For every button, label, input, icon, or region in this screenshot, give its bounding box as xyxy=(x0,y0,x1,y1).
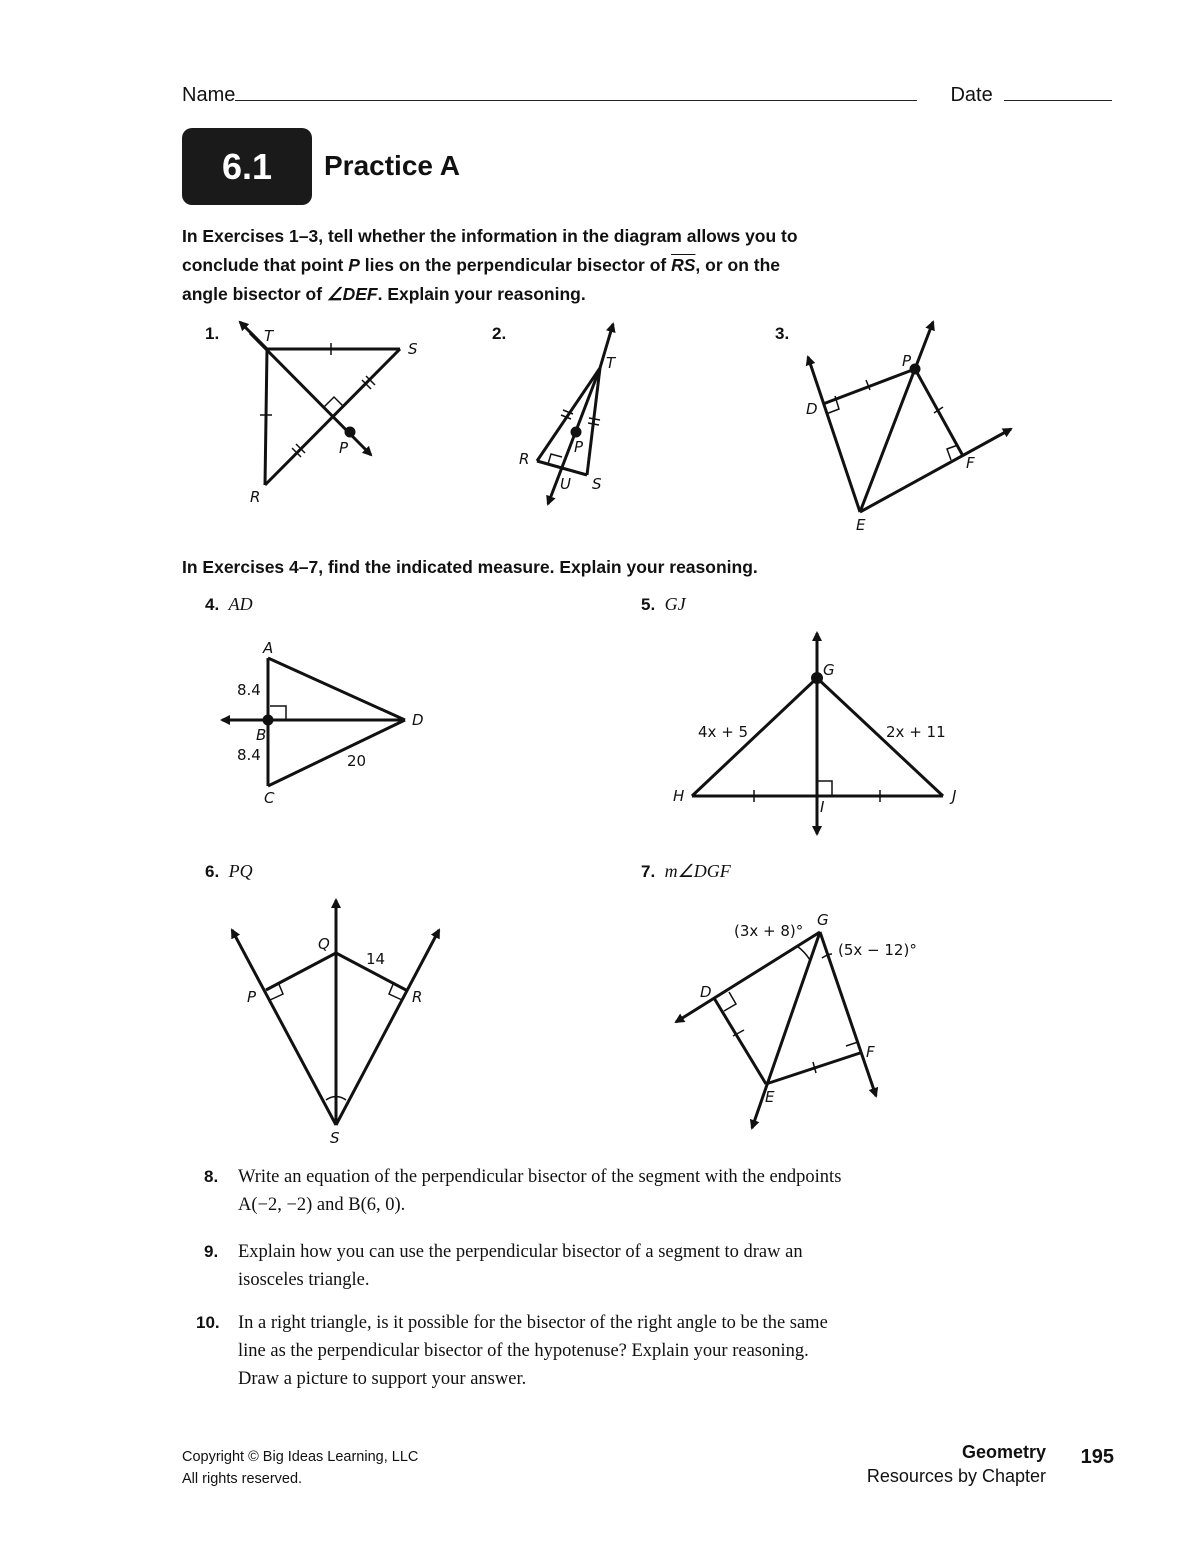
question-9-line-1: Explain how you can use the perpendicular bisector of a segment to draw an xyxy=(238,1242,803,1262)
exercise-6-measure: PQ xyxy=(228,861,253,881)
label-4-D: D xyxy=(412,711,424,729)
question-10-line-3: Draw a picture to support your answer. xyxy=(238,1369,527,1389)
label-2-S: S xyxy=(592,475,602,493)
label-7-E: E xyxy=(765,1088,775,1106)
exercise-7-heading xyxy=(641,861,731,882)
instr-text: conclude that point xyxy=(182,255,349,275)
footer-resources: Resources by Chapter xyxy=(866,1466,1046,1486)
label-5-I: I xyxy=(820,798,825,816)
label-3-P: P xyxy=(902,352,912,370)
exercise-5-number: 5. xyxy=(641,595,656,614)
instr-text: angle bisector of xyxy=(182,284,327,304)
question-10-line-1: In a right triangle, is it possible for the bisector of the right angle to be the same xyxy=(238,1313,828,1333)
label-4-C: C xyxy=(264,789,275,807)
label-4-B: B xyxy=(256,726,267,744)
instr-text: lies on the perpendicular bisector of xyxy=(359,255,672,275)
diagram-2 xyxy=(537,324,613,504)
label-7-F: F xyxy=(866,1043,875,1061)
label-4-A: A xyxy=(263,639,274,657)
label-5-J: J xyxy=(952,787,957,805)
exercise-7-number: 7. xyxy=(641,862,656,881)
question-8 xyxy=(196,1163,976,1219)
angle-def: ∠DEF xyxy=(326,284,378,304)
diagram-3 xyxy=(808,322,1011,512)
question-10 xyxy=(196,1309,976,1393)
segment-rs: $\overline{RS}$ xyxy=(671,255,696,275)
question-10-line-2: line as the perpendicular bisector of the hypotenuse? Explain your reasoning. xyxy=(238,1341,809,1361)
value-4-bc: 8.4 xyxy=(237,746,261,764)
lesson-number: 6.1 xyxy=(221,145,273,187)
instr-text: . Explain your reasoning. xyxy=(377,284,586,304)
page-title: Practice A xyxy=(324,150,460,181)
date-label: Date xyxy=(950,84,993,106)
label-5-G: G xyxy=(823,661,835,679)
label-5-H: H xyxy=(673,787,685,805)
exercise-7-measure: m∠DGF xyxy=(664,861,731,881)
exercise-4-heading xyxy=(205,594,253,615)
diagram-6 xyxy=(232,900,439,1125)
rights-text: All rights reserved. xyxy=(182,1471,303,1487)
question-9-text xyxy=(238,1238,976,1294)
label-3-E: E xyxy=(856,516,866,534)
page-number: 195 xyxy=(1080,1446,1114,1468)
value-5-gh: 4x + 5 xyxy=(698,723,749,741)
label-6-R: R xyxy=(412,988,423,1006)
value-4-cd: 20 xyxy=(347,752,367,770)
question-8-line-1: Write an equation of the perpendicular bisector of the segment with the endpoints xyxy=(238,1167,842,1187)
question-8-line-2: A(−2, −2) and B(6, 0). xyxy=(238,1195,406,1215)
instr-line-1: In Exercises 1–3, tell whether the information in the diagram allows you to xyxy=(182,226,798,246)
section2-instructions: In Exercises 4–7, find the indicated measure. Explain your reasoning. xyxy=(182,557,758,577)
name-label: Name xyxy=(182,84,236,106)
question-10-number: 10. xyxy=(196,1313,220,1332)
value-7-angle1: (3x + 8)° xyxy=(734,922,804,940)
footer-subject: Geometry xyxy=(961,1442,1046,1462)
copyright-text: Copyright © Big Ideas Learning, LLC xyxy=(182,1449,419,1465)
exercise-4-number: 4. xyxy=(205,595,220,614)
value-7-angle2: (5x − 12)° xyxy=(838,941,917,959)
label-7-G: G xyxy=(817,911,829,929)
question-8-text xyxy=(238,1163,976,1219)
label-1-S: S xyxy=(408,340,418,358)
label-2-U: U xyxy=(560,475,571,493)
question-9 xyxy=(196,1238,976,1294)
label-2-P: P xyxy=(574,438,584,456)
question-9-number: 9. xyxy=(204,1242,219,1261)
question-10-text xyxy=(238,1309,976,1393)
value-4-ab: 8.4 xyxy=(237,681,261,699)
value-6-qr: 14 xyxy=(366,950,386,968)
label-2-T: T xyxy=(606,354,616,372)
exercise-5-heading xyxy=(641,594,686,615)
label-1-P: P xyxy=(339,439,349,457)
question-8-number: 8. xyxy=(204,1167,219,1186)
exercise-6-heading xyxy=(205,861,253,882)
exercise-3-number: 3. xyxy=(775,324,790,343)
label-6-Q: Q xyxy=(318,935,330,953)
exercise-2-number: 2. xyxy=(492,324,507,343)
label-7-D: D xyxy=(700,983,712,1001)
exercise-6-number: 6. xyxy=(205,862,220,881)
exercise-1-number: 1. xyxy=(205,324,220,343)
question-9-line-2: isosceles triangle. xyxy=(238,1270,370,1290)
label-1-T: T xyxy=(264,327,274,345)
diagram-7 xyxy=(676,932,876,1128)
exercise-5-measure: GJ xyxy=(664,594,686,614)
label-3-D: D xyxy=(806,400,818,418)
label-1-R: R xyxy=(250,488,261,506)
exercise-4-measure: AD xyxy=(228,594,253,614)
instr-text: , or on the xyxy=(695,255,780,275)
value-5-gj: 2x + 11 xyxy=(886,723,946,741)
diagram-4 xyxy=(222,658,405,786)
diagram-1 xyxy=(240,322,400,485)
label-6-P: P xyxy=(247,988,257,1006)
footer-copyright xyxy=(182,1446,418,1490)
label-6-S: S xyxy=(330,1129,340,1147)
point-p: P xyxy=(348,255,360,275)
label-3-F: F xyxy=(966,454,975,472)
label-2-R: R xyxy=(519,450,530,468)
